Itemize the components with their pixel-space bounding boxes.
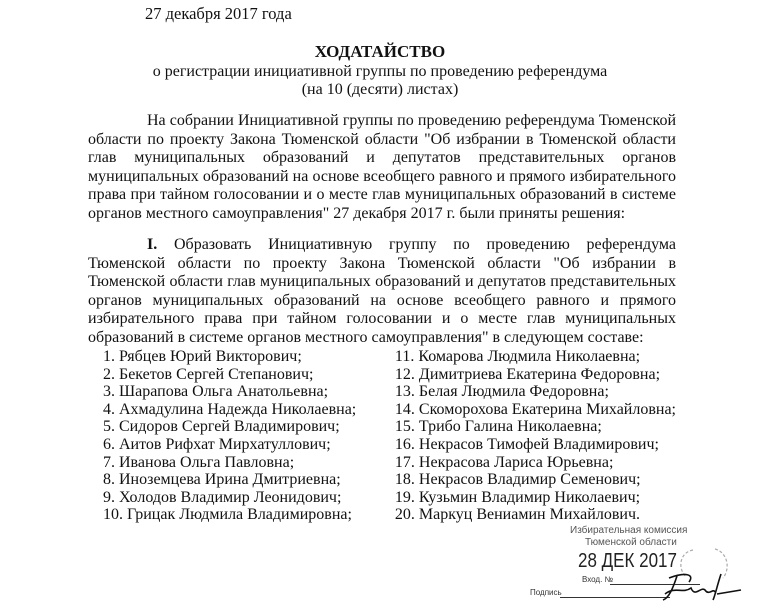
list-item: 18. Некрасов Владимир Семенович; — [394, 471, 641, 489]
list-item: 4. Ахмадулина Надежда Николаевна; — [103, 400, 357, 418]
section-1-paragraph — [88, 236, 676, 347]
list-item: 14. Скоморохова Екатерина Михайловна; — [394, 400, 676, 418]
list-item: 7. Иванова Ольга Павловна; — [103, 453, 295, 471]
stamp-date: 28 ДЕК 2017 — [578, 549, 677, 572]
section-1-text: Образовать Инициативную группу по проведению референдума Тюменской области по проекту Закона Тюменской области "Об избрании в Тюменской области глав муниципальных образований и депутатов представительных органов муниципальных образований на основе всеобщего равного и прямого избирательного права при тайном голосовании и о месте глав муниципальных образований в системе органов местного самоуправления" в следующем составе: — [88, 236, 676, 346]
document-body — [88, 112, 688, 604]
list-item: 12. Димитриева Екатерина Федоровна; — [394, 365, 661, 383]
list-item: 11. Комарова Людмила Николаевна; — [394, 348, 641, 365]
document-date: 27 декабря 2017 года — [145, 4, 292, 23]
section-number: I. — [147, 236, 158, 253]
members-list-right — [395, 348, 676, 524]
members-columns — [88, 348, 676, 524]
stamp-signature-label: Подпись — [530, 587, 562, 597]
list-item: 3. Шарапова Ольга Анатольевна; — [103, 383, 329, 401]
stamp-org-line1: Избирательная комиссия — [570, 524, 688, 536]
list-item: 9. Холодов Владимир Леонидович; — [103, 488, 342, 506]
members-list-left — [103, 348, 395, 524]
list-item: 1. Рябцев Юрий Викторович; — [103, 348, 302, 365]
list-item: 6. Аитов Рифхат Мирхатуллович; — [103, 435, 331, 453]
document-subtitle: о регистрации инициативной группы по проведению референдума — [152, 63, 608, 80]
registration-stamp — [530, 524, 758, 604]
list-item: 8. Иноземцева Ирина Дмитриевна; — [103, 471, 341, 489]
document-sheet-count: (на 10 (десяти) листах) — [301, 81, 459, 98]
intro-paragraph: На собрании Инициативной группы по проведению референдума Тюменской области по проекту Закона Тюменской области "Об избрании в Тюменской области глав муниципальных образований и депутатов представительных органов муниципальных образований на основе всеобщего равного и прямого избирательного права при тайном голосовании и о месте глав муниципальных образований в системе органов местного самоуправления" 27 декабря 2017 г. были приняты решения: — [88, 112, 676, 222]
list-item: 2. Бекетов Сергей Степанович; — [103, 365, 314, 383]
list-item: 15. Трибо Галина Николаевна; — [394, 418, 602, 436]
list-item: 16. Некрасов Тимофей Владимирович; — [394, 435, 659, 453]
signature-line — [560, 597, 670, 598]
list-item: 19. Кузьмин Владимир Николаевич; — [394, 488, 641, 506]
list-item: 10. Грицак Людмила Владимировна; — [103, 506, 352, 524]
handwritten-signature — [655, 568, 745, 604]
list-item: 13. Белая Людмила Федоровна; — [394, 383, 609, 401]
stamp-org-line2: Тюменской области — [585, 536, 677, 548]
document-title: ХОДАТАЙСТВО — [314, 42, 446, 61]
list-item: 17. Некрасова Лариса Юрьевна; — [394, 453, 614, 471]
list-item: 5. Сидоров Сергей Владимирович; — [103, 418, 340, 436]
stamp-incoming-label: Вход. № — [582, 574, 614, 584]
list-item: 20. Маркуц Вениамин Михайлович. — [394, 506, 640, 524]
